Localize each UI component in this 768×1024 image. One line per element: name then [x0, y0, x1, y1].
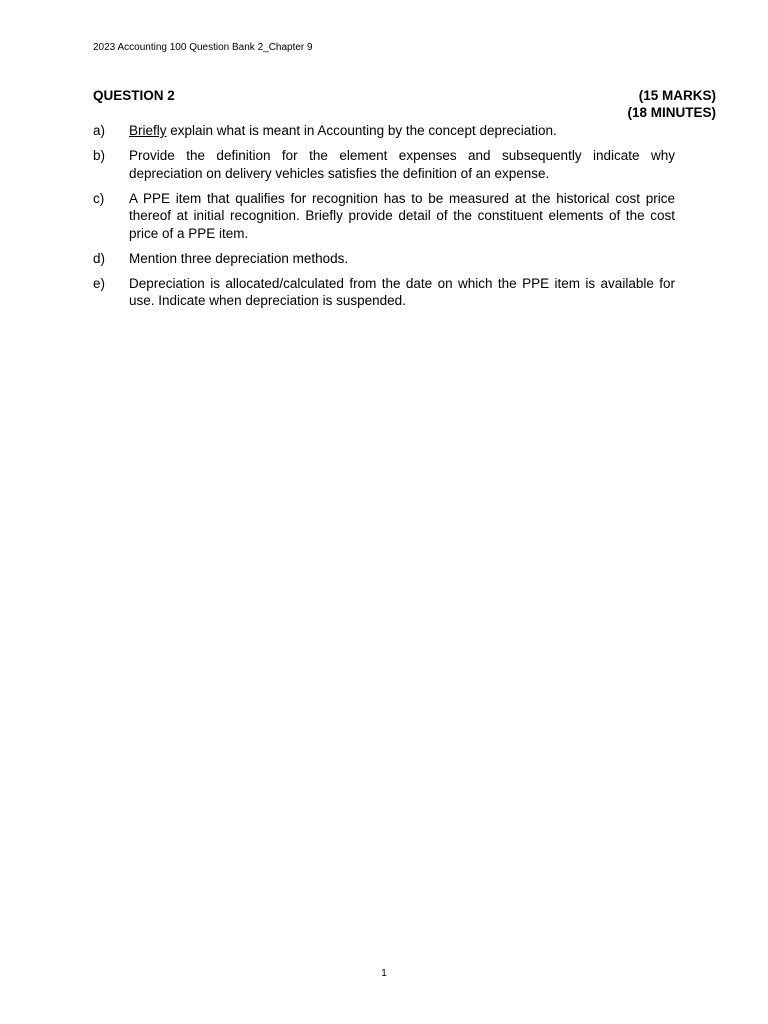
page-number: 1 [381, 968, 387, 979]
question-item-c [93, 190, 675, 243]
item-label: c) [93, 190, 105, 206]
question-item-e [93, 275, 675, 310]
question-items [93, 122, 675, 317]
item-text: Depreciation is allocated/calculated from the date on which the PPE item is available for use. Indicate when depreciation is suspended. [129, 275, 675, 308]
item-text-rest: explain what is meant in Accounting by the concept depreciation. [166, 123, 557, 138]
running-header: 2023 Accounting 100 Question Bank 2_Chapter 9 [93, 42, 313, 53]
question-allocation [627, 87, 716, 121]
underlined-word: Briefly [129, 123, 167, 138]
item-text: Provide the definition for the element expenses and subsequently indicate why depreciation on delivery vehicles satisfies the definition of an expense. [129, 148, 675, 181]
item-text: Mention three depreciation methods. [129, 250, 349, 266]
item-text: A PPE item that qualifies for recognition has to be measured at the historical cost price thereof at initial recognition. Briefly provide detail of the constituent elements of the cost price of a PPE item. [129, 190, 675, 241]
question-item-b [93, 147, 675, 182]
item-label: e) [93, 275, 106, 291]
question-item-a [93, 122, 675, 140]
question-minutes: (18 MINUTES) [627, 105, 716, 120]
question-title: QUESTION 2 [93, 88, 175, 103]
item-label: a) [93, 123, 106, 138]
item-label: b) [93, 148, 106, 163]
question-marks: (15 MARKS) [638, 88, 716, 103]
question-item-d [93, 250, 675, 268]
item-text [129, 122, 675, 140]
item-label: d) [93, 250, 106, 266]
